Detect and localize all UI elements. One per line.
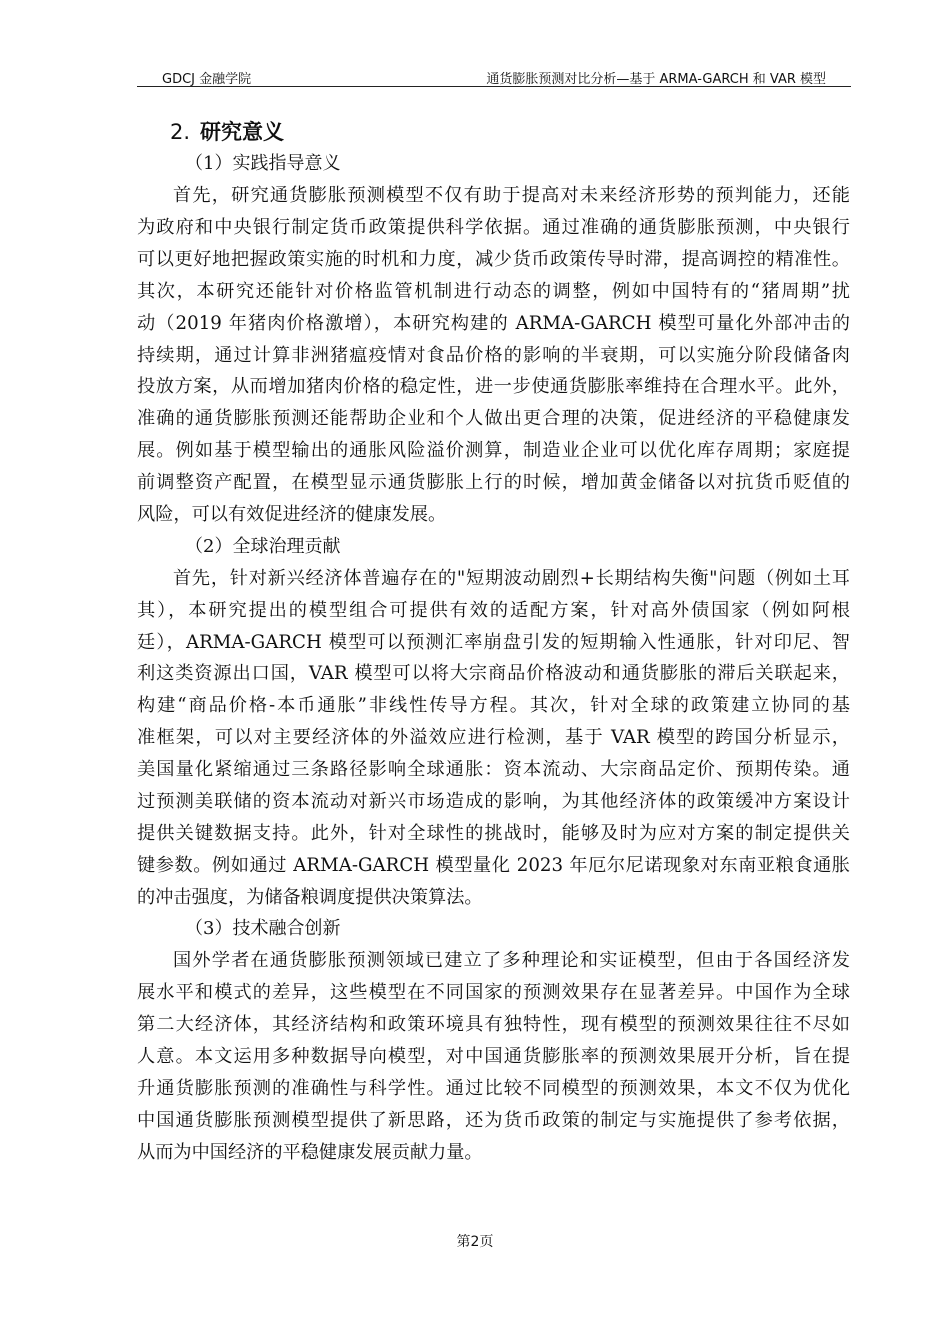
page-number: 第2页	[456, 1234, 494, 1250]
paragraph-line: 前调整资产配置，在模型显示通货膨胀上行的时候，增加黄金储备以对抗货币贬值的	[137, 472, 850, 493]
section-number: 2.	[170, 120, 191, 144]
paragraph-line: 展。例如基于模型输出的通胀风险溢价测算，制造业企业可以优化库存周期；家庭提	[137, 440, 850, 461]
paragraph-line: 人意。本文运用多种数据导向模型，对中国通货膨胀率的预测效果展开分析，旨在提	[137, 1046, 850, 1067]
header-divider	[137, 86, 851, 87]
paragraph-line: 展水平和模式的差异，这些模型在不同国家的预测效果存在显著差异。中国作为全球	[137, 982, 850, 1003]
paragraph-line: 首先，针对新兴经济体普遍存在的"短期波动剧烈+长期结构失衡"问题（例如土耳	[173, 568, 850, 589]
paragraph-line: 动（2019 年猪肉价格激增），本研究构建的 ARMA-GARCH 模型可量化外部冲击的	[137, 313, 850, 334]
paragraph-line: 其次，本研究还能针对价格监管机制进行动态的调整，例如中国特有的“猪周期”扰	[137, 281, 850, 302]
paragraph-line: 投放方案，从而增加猪肉价格的稳定性，进一步使通货膨胀率维持在合理水平。此外，	[137, 376, 850, 397]
paragraph-line: 其），本研究提出的模型组合可提供有效的适配方案，针对高外债国家（例如阿根	[137, 600, 850, 621]
paragraph-line: 升通货膨胀预测的准确性与科学性。通过比较不同模型的预测效果，本文不仅为优化	[137, 1078, 850, 1099]
paragraph-line: 为政府和中央银行制定货币政策提供科学依据。通过准确的通货膨胀预测，中央银行	[137, 217, 850, 238]
paragraph-line: 首先，研究通货膨胀预测模型不仅有助于提高对未来经济形势的预判能力，还能	[173, 185, 850, 206]
section-heading	[170, 119, 284, 145]
paragraph-line: 廷），ARMA-GARCH 模型可以预测汇率崩盘引发的短期输入性通胀，针对印尼、智	[137, 632, 850, 653]
paragraph-line: 键参数。例如通过 ARMA-GARCH 模型量化 2023 年厄尔尼诺现象对东南亚粮食通胀	[137, 855, 850, 876]
paragraph-line: 的冲击强度，为储备粮调度提供决策算法。	[137, 887, 483, 908]
section-title: 研究意义	[200, 120, 285, 144]
paragraph-line: 第二大经济体，其经济结构和政策环境具有独特性，现有模型的预测效果往往不尽如	[137, 1014, 850, 1035]
subsection-title-innovation: （3）技术融合创新	[185, 918, 341, 939]
paragraph-line: 国外学者在通货膨胀预测领域已建立了多种理论和实证模型，但由于各国经济发	[173, 950, 850, 971]
subsection-title-governance: （2）全球治理贡献	[185, 536, 341, 557]
paragraph-line: 准确的通货膨胀预测还能帮助企业和个人做出更合理的决策，促进经济的平稳健康发	[137, 408, 850, 429]
paragraph-line: 提供关键数据支持。此外，针对全球性的挑战时，能够及时为应对方案的制定提供关	[137, 823, 850, 844]
header-institution: GDCJ 金融学院	[162, 72, 252, 87]
page-header	[137, 66, 851, 86]
paragraph-line: 中国通货膨胀预测模型提供了新思路，还为货币政策的制定与实施提供了参考依据，	[137, 1110, 850, 1131]
paragraph-line: 准框架，可以对主要经济体的外溢效应进行检测，基于 VAR 模型的跨国分析显示，	[137, 727, 850, 748]
subsection-title-practice: （1）实践指导意义	[185, 153, 341, 174]
paragraph-line: 风险，可以有效促进经济的健康发展。	[137, 504, 447, 525]
paragraph-line: 持续期，通过计算非洲猪瘟疫情对食品价格的影响的半衰期，可以实施分阶段储备肉	[137, 345, 850, 366]
paragraph-line: 美国量化紧缩通过三条路径影响全球通胀：资本流动、大宗商品定价、预期传染。通	[137, 759, 850, 780]
paragraph-line: 构建“商品价格-本币通胀”非线性传导方程。其次，针对全球的政策建立协同的基	[137, 695, 850, 716]
header-document-title: 通货膨胀预测对比分析—基于 ARMA-GARCH 和 VAR 模型	[486, 72, 826, 87]
paragraph-line: 可以更好地把握政策实施的时机和力度，减少货币政策传导时滞，提高调控的精准性。	[137, 249, 850, 270]
paragraph-line: 利这类资源出口国，VAR 模型可以将大宗商品价格波动和通货膨胀的滞后关联起来，	[137, 663, 850, 684]
paragraph-line: 从而为中国经济的平稳健康发展贡献力量。	[137, 1142, 483, 1163]
paragraph-line: 过预测美联储的资本流动对新兴市场造成的影响，为其他经济体的政策缓冲方案设计	[137, 791, 850, 812]
